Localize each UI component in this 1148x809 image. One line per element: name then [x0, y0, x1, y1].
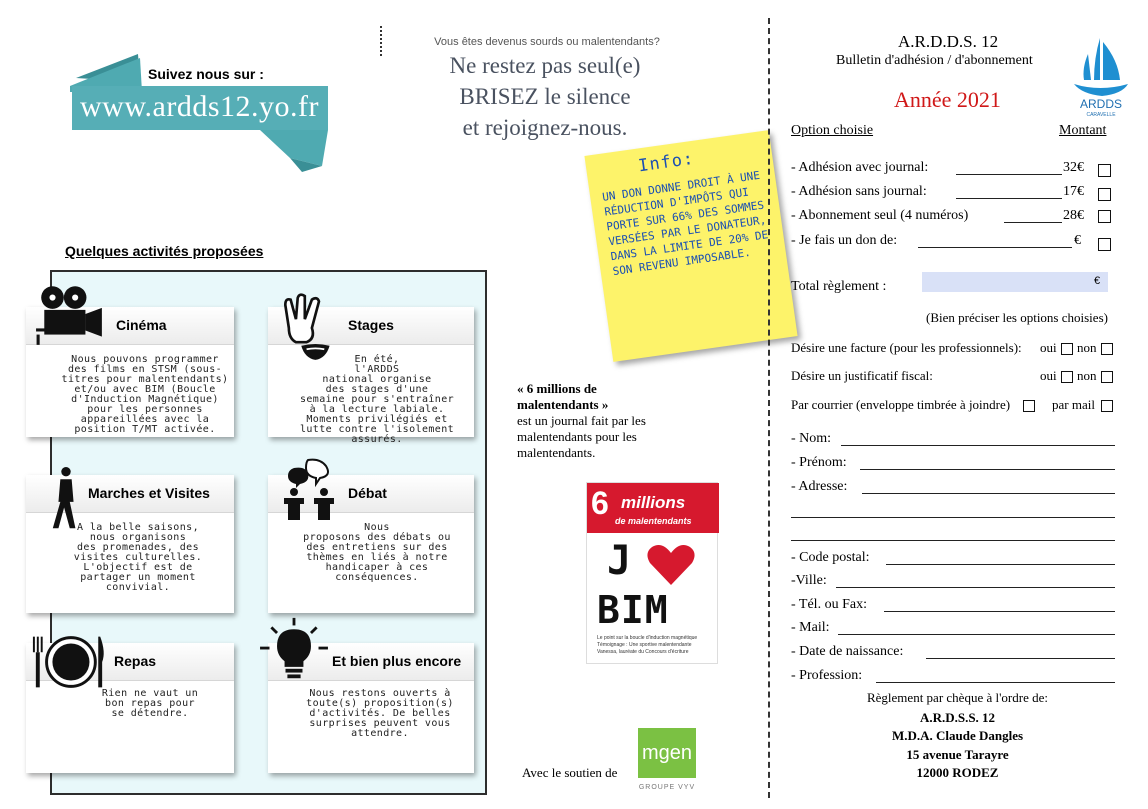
invoice-oui-checkbox[interactable]: [1061, 343, 1073, 355]
option-amount: 32€: [1063, 160, 1084, 175]
payment-line: M.D.A. Claude Dangles: [891, 728, 1024, 743]
slogan: [410, 50, 680, 143]
ardds-logo: [1070, 36, 1132, 118]
option-line: [956, 174, 1062, 175]
field-code-postal-input[interactable]: [886, 564, 1115, 565]
payment-intro: Règlement par chèque à l'ordre de:: [866, 690, 1048, 705]
website-link[interactable]: www.ardds12.yo.fr: [80, 90, 320, 123]
field-tel-input[interactable]: [884, 611, 1115, 612]
plate-cutlery-icon: [30, 632, 108, 692]
lightbulb-icon: [256, 616, 332, 682]
activity-title: Et bien plus encore: [332, 653, 462, 669]
option-line: [918, 247, 1072, 248]
field-adresse-label: - Adresse:: [791, 479, 848, 494]
year-title: Année 2021: [894, 87, 1001, 112]
field-birthdate-input[interactable]: [926, 658, 1115, 659]
non-label: non: [1077, 340, 1097, 355]
activity-text: Nous restons ouverts à toute(s) proposition(s) d'activités. De belles surprises peuvent vous attendre.: [306, 688, 454, 739]
field-prenom-label: - Prénom:: [791, 455, 847, 470]
option-label: - Abonnement seul (4 numéros): [791, 208, 969, 223]
fiscal-label: Désire un justificatif fiscal:: [791, 368, 933, 383]
invoice-label: Désire une facture (pour les professionnels):: [791, 340, 1022, 355]
payment-line: A.R.D.S.S. 12: [919, 710, 996, 725]
option-amount: 28€: [1063, 208, 1084, 223]
journal-name: « 6 millions de malentendants »: [517, 381, 609, 412]
field-code-postal-label: - Code postal:: [791, 550, 870, 565]
option-checkbox[interactable]: [1098, 188, 1111, 201]
info-text: UN DON DONNE DROIT À UNE RÉDUCTION D'IMPÔTS QUI PORTE SUR 66% DES SOMMES VERSÉES PAR LE DONATEUR, DANS LA LIMITE DE 20% DE SON REVENU IMPOSABLE.: [601, 168, 770, 279]
journal-description: est un journal fait par les malentendants pour les malentendants.: [517, 413, 646, 460]
deaf-question: Vous êtes devenus sourds ou malentendants?: [434, 36, 660, 48]
magazine-cover: [586, 482, 718, 664]
mgen-logo-text: mgen: [642, 742, 693, 764]
activity-text: Rien ne vaut un bon repas pour se détendre.: [101, 688, 199, 719]
total-field[interactable]: [922, 272, 1108, 292]
magazine-headline: Vanessa, lauréate du Concours d'écriture: [597, 649, 689, 655]
magazine-subtitle: de malentendants: [615, 516, 692, 526]
option-amount: €: [1074, 233, 1081, 248]
option-label: - Je fais un don de:: [791, 233, 898, 248]
activity-title: Débat: [348, 485, 387, 501]
field-ville-label: -Ville:: [791, 573, 827, 588]
field-ville-input[interactable]: [836, 587, 1115, 588]
donation-checkbox[interactable]: [1098, 238, 1111, 251]
heart-icon: [645, 543, 697, 587]
field-mail-input[interactable]: [838, 634, 1115, 635]
magazine-headlines: [597, 635, 715, 656]
sign-language-hand-icon: [280, 288, 342, 368]
activity-title: Cinéma: [116, 317, 167, 333]
journal-intro: [517, 381, 677, 461]
option-line: [1004, 222, 1062, 223]
logo-text: ARDDS: [1079, 97, 1123, 111]
option-checkbox[interactable]: [1098, 164, 1111, 177]
slogan-line: BRISEZ le silence: [459, 84, 631, 109]
email-label: par mail: [1052, 397, 1095, 412]
oui-label: oui: [1040, 368, 1057, 383]
field-adresse-input[interactable]: [791, 540, 1115, 541]
walking-person-icon: [46, 466, 86, 532]
email-checkbox[interactable]: [1101, 400, 1113, 412]
info-sticky-note: [584, 130, 797, 362]
activity-title: Repas: [114, 653, 157, 669]
bulletin-title: Bulletin d'adhésion / d'abonnement: [836, 53, 1033, 68]
activity-text: Nous pouvons programmer des films en STSM (sous- titres pour malentendants) et/ou avec BIM (Boucle d'Induction Magnétique) pour les personnes appareillées avec la position T/MT activée.: [61, 354, 229, 435]
option-label: - Adhésion sans journal:: [791, 184, 927, 199]
cut-line: [768, 18, 770, 798]
option-checkbox[interactable]: [1098, 210, 1111, 223]
post-checkbox[interactable]: [1023, 400, 1035, 412]
field-profession-label: - Profession:: [791, 668, 863, 683]
field-nom-label: - Nom:: [791, 431, 832, 446]
slogan-line: et rejoignez-nous.: [462, 115, 628, 140]
magazine-headline: Témoignage : Une sportive malentendante: [597, 642, 692, 648]
mail-label: Par courrier (enveloppe timbrée à joindre): [791, 397, 1011, 412]
payment-line: 12000 RODEZ: [916, 765, 999, 780]
magazine-headline: Le point sur la boucle d'induction magnétique: [597, 635, 698, 641]
mgen-group-text: GROUPE VYV: [638, 784, 696, 791]
option-label: - Adhésion avec journal:: [791, 160, 929, 175]
org-name: A.R.D.D.S. 12: [898, 32, 999, 51]
field-nom-input[interactable]: [841, 445, 1115, 446]
magazine-title: millions: [621, 493, 686, 512]
info-title: Info:: [637, 148, 696, 177]
amount-header: Montant: [1059, 123, 1107, 138]
support-label: Avec le soutien de: [522, 765, 618, 780]
total-label: Total règlement :: [791, 279, 887, 294]
film-camera-icon: [34, 283, 106, 345]
field-tel-label: - Tél. ou Fax:: [791, 597, 867, 612]
magazine-number: 6: [591, 485, 609, 521]
option-line: [956, 198, 1062, 199]
debate-people-icon: [280, 458, 340, 522]
activity-text: En été, l'ARDDS national organise des stages d'une semaine pour s'entraîner à la lecture labiale. Moments privilégiés et lutte contre l'isolement assurés.: [299, 354, 455, 445]
follow-us-label: Suivez nous sur :: [148, 66, 264, 82]
option-amount: 17€: [1063, 184, 1084, 199]
activity-text: Nous proposons des débats ou des entretiens sur des thèmes en liés à notre handicaper à ces conséquences.: [303, 522, 451, 583]
field-profession-input[interactable]: [876, 682, 1115, 683]
field-adresse-input[interactable]: [791, 517, 1115, 518]
activity-title: Stages: [348, 317, 394, 333]
slogan-line: Ne restez pas seul(e): [449, 53, 641, 78]
magazine-bim: BIM: [597, 588, 669, 632]
activity-title: Marches et Visites: [88, 485, 210, 501]
oui-label: oui: [1040, 340, 1057, 355]
fiscal-non-checkbox[interactable]: [1101, 371, 1113, 383]
logo-subtext: CARAVELLE: [1086, 112, 1116, 118]
payment-line: 15 avenue Tarayre: [906, 747, 1009, 762]
activities-title: Quelques activités proposées: [65, 243, 264, 259]
option-header: Option choisie: [791, 123, 874, 138]
field-adresse-input[interactable]: [862, 493, 1115, 494]
field-mail-label: - Mail:: [791, 620, 830, 635]
field-prenom-input[interactable]: [860, 469, 1115, 470]
non-label: non: [1077, 368, 1097, 383]
options-note: (Bien préciser les options choisies): [926, 310, 1108, 325]
fiscal-oui-checkbox[interactable]: [1061, 371, 1073, 383]
invoice-non-checkbox[interactable]: [1101, 343, 1113, 355]
total-currency: €: [1094, 275, 1101, 287]
activity-text: A la belle saisons, nous organisons des promenades, des visites culturelles. L'objectif est de partager un moment convivial.: [73, 522, 203, 593]
field-birthdate-label: - Date de naissance:: [791, 644, 904, 659]
dotted-separator: [380, 26, 382, 56]
magazine-j: J: [607, 538, 632, 584]
